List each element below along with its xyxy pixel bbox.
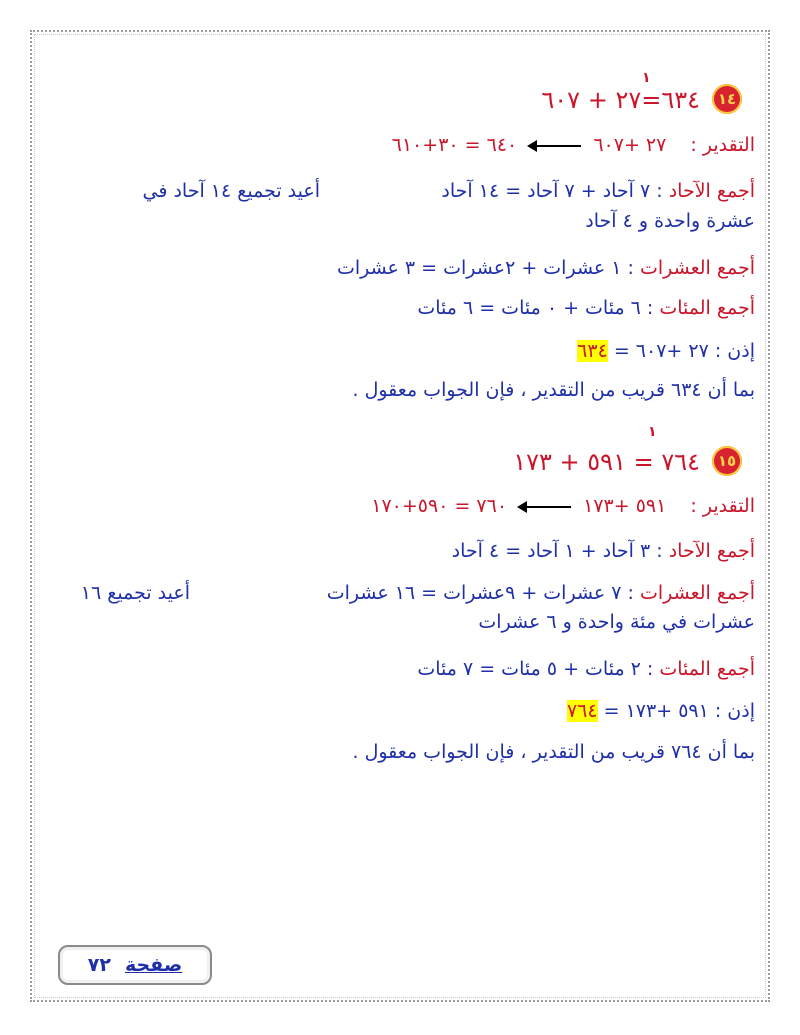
hundreds-label: أجمع المئات [659,297,755,319]
tens-text: : ٧ عشرات + ٩عشرات = ١٦ عشرات [326,582,634,604]
problem-15-number: ١٥ [717,452,737,470]
problem-14-number: ١٤ [717,90,737,108]
tens-text: : ١ عشرات + ٢عشرات = ٣ عشرات [336,257,634,279]
tens-label: أجمع العشرات [640,582,755,604]
problem-14-ones-line [441,180,755,203]
page-number: ٧٢ [87,954,111,976]
then-label: إذن : [714,700,755,722]
problem-15-result-line [567,700,755,723]
estimate-right: ٧٦٠ = ٥٩٠+١٧٠ [371,495,508,517]
problem-14-result-line [577,340,755,363]
problem-15-equation: ٧٦٤ = ٥٩١ + ١٧٣ [513,448,700,476]
problem-14-conclusion: بما أن ٦٣٤ قريب من التقدير ، فإن الجواب معقول . [352,379,755,401]
problem-14-tens-line [337,257,755,280]
problem-15-regroup-note-cont: عشرات في مئة واحدة و ٦ عشرات [478,611,755,633]
arrow-icon [529,145,581,147]
ones-text: : ٣ آحاد + ١ آحاد = ٤ آحاد [451,540,663,562]
then-expr: ٢٧ +٦٠٧ = [613,340,709,362]
problem-14-badge [712,84,742,114]
tens-label: أجمع العشرات [640,257,755,279]
hundreds-label: أجمع المئات [659,658,755,680]
problem-14-regroup-note: أعيد تجميع ١٤ آحاد في [142,180,320,202]
problem-14-carry: ١ [642,70,651,86]
hundreds-text: : ٦ مئات + ٠ مئات = ٦ مئات [417,297,654,319]
arrow-icon [519,506,571,508]
page-word: صفحة [124,954,183,976]
ones-label: أجمع الآحاد [668,180,755,202]
problem-14-hundreds-line [417,297,755,320]
estimate-label: التقدير : [690,134,755,156]
problem-14-equation: ٦٣٤=٢٧ + ٦٠٧ [541,86,700,114]
problem-15-tens-line [327,582,755,605]
hundreds-text: : ٢ مئات + ٥ مئات = ٧ مئات [417,658,654,680]
ones-text: : ٧ آحاد + ٧ آحاد = ١٤ آحاد [441,180,663,202]
problem-14-estimate-line [392,134,755,157]
estimate-left: ٢٧ +٦٠٧ [593,134,667,156]
problem-15-regroup-note: أعيد تجميع ١٦ [80,582,190,604]
answer-highlight: ٦٣٤ [577,340,608,362]
page-number-box [58,945,212,985]
problem-15-estimate-line [371,495,755,518]
ones-label: أجمع الآحاد [668,540,755,562]
then-label: إذن : [714,340,755,362]
estimate-right: ٦٤٠ = ٣٠+٦١٠ [391,134,518,156]
problem-15-hundreds-line [417,658,755,681]
answer-highlight: ٧٦٤ [566,700,598,722]
problem-15-conclusion: بما أن ٧٦٤ قريب من التقدير ، فإن الجواب معقول . [352,741,755,763]
problem-15-badge [712,446,742,476]
then-expr: ٥٩١ +١٧٣ = [603,700,709,722]
problem-14-regroup-note-cont: عشرة واحدة و ٤ آحاد [585,210,755,232]
estimate-label: التقدير : [690,495,755,517]
problem-15-ones-line [452,540,755,563]
problem-15-carry: ١ [648,424,657,440]
estimate-left: ٥٩١ +١٧٣ [583,495,667,517]
